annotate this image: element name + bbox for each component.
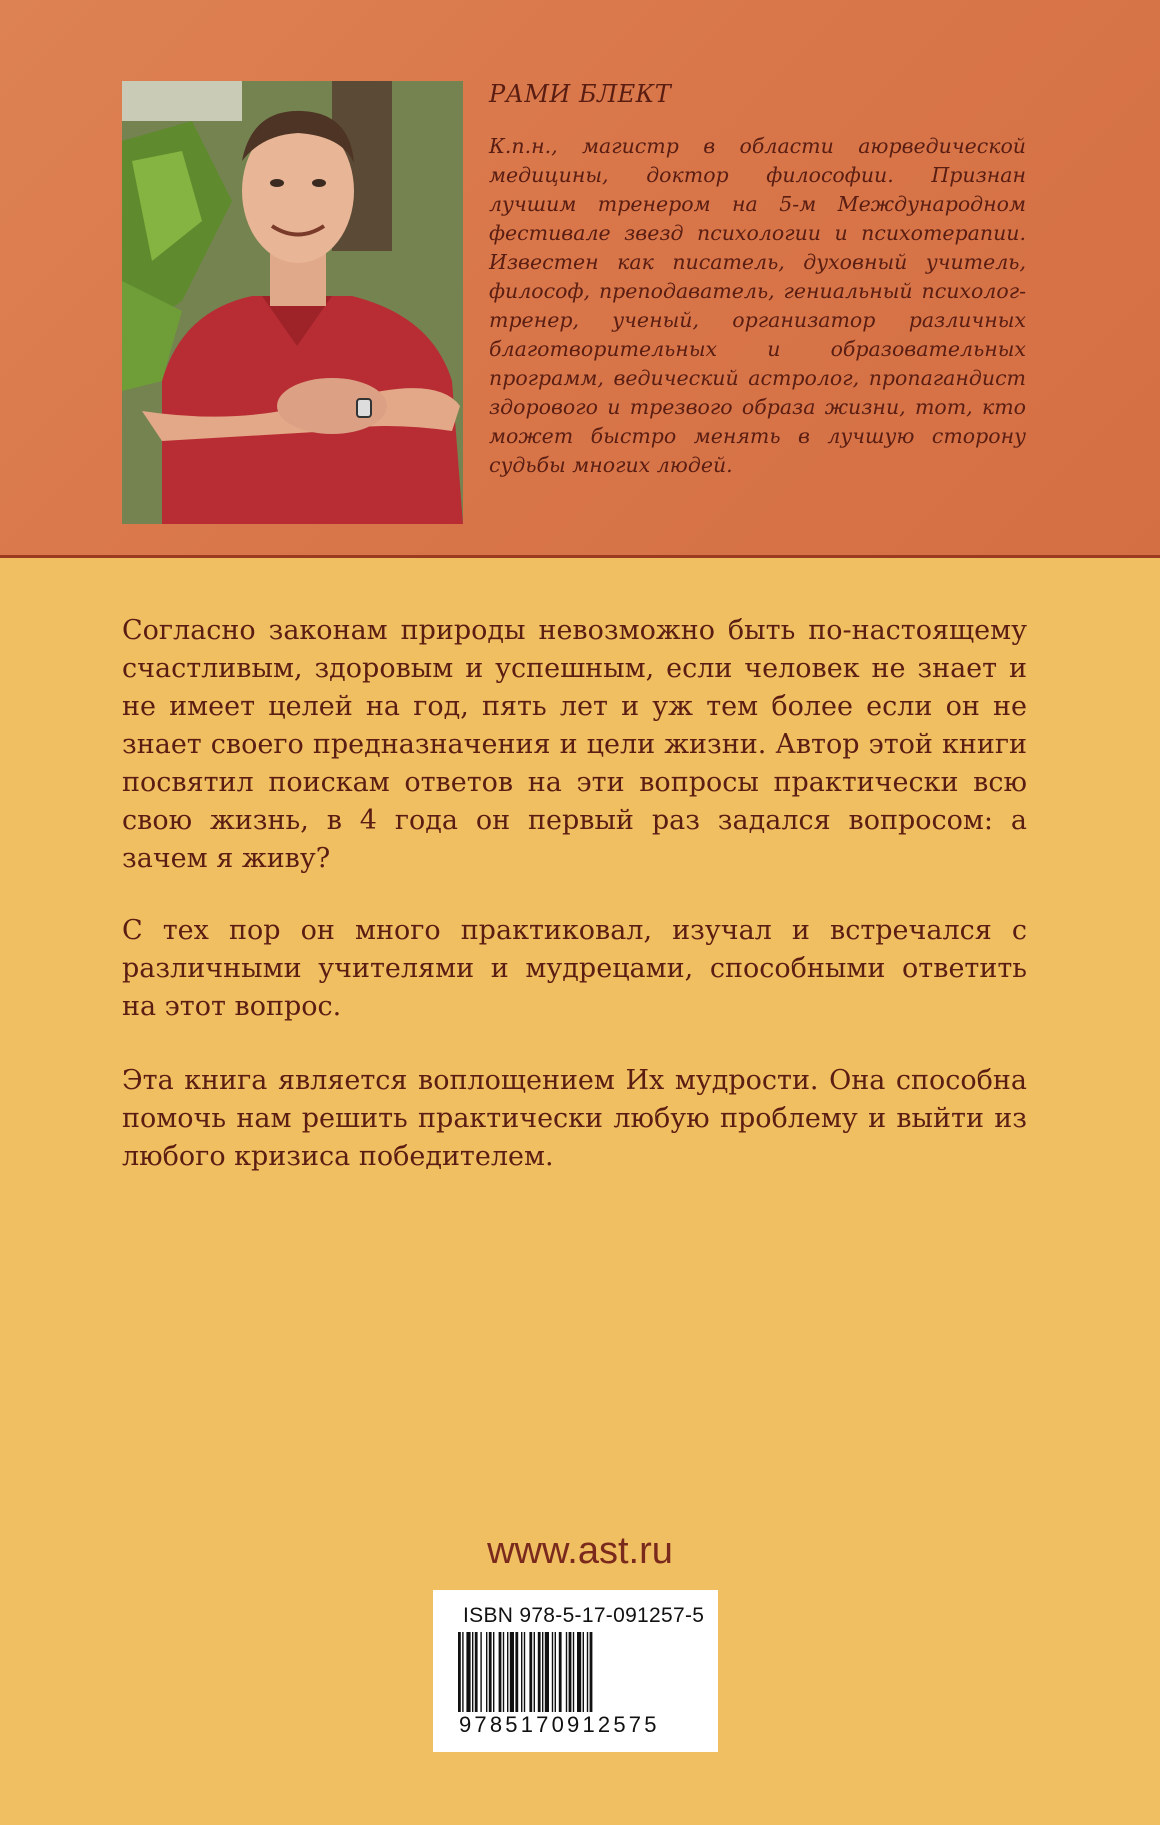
isbn-digits: 9785170912575 <box>459 1712 660 1737</box>
description-paragraph-3: Эта книга является воплощением Их мудрости. Она способна помочь нам решить практически любую проблему и выйти из любого кризиса победителем. <box>122 1065 1027 1172</box>
author-photo <box>122 81 463 524</box>
divider <box>0 555 1160 558</box>
author-name: РАМИ БЛЕКТ <box>489 80 672 108</box>
isbn-label: ISBN 978-5-17-091257-5 <box>463 1604 705 1627</box>
description-paragraph-2: С тех пор он много практиковал, изучал и встречался с различными учителями и мудрецами, способными ответить на этот вопрос. <box>122 915 1027 1022</box>
barcode-bars <box>458 1632 694 1712</box>
author-bio: К.п.н., магистр в области аюрведической медицины, доктор философии. Признан лучшим тренером на 5-м Международном фестивале звезд психологии и психотерапии. Известен как писатель, духовный учитель, философ, преподаватель, гениальный психолог-тренер, ученый, организатор различных благотворительных и образовательных программ, ведический астролог, пропагандист здорового и трезвого образа жизни, тот, кто может быстро менять в лучшую сторону судьбы многих людей. <box>489 134 1026 477</box>
publisher-website: www.ast.ru <box>487 1530 673 1572</box>
isbn-barcode <box>433 1590 718 1752</box>
description-paragraph-1: Согласно законам природы невозможно быть по-настоящему счастливым, здоровым и успешным, если человек не знает и не имеет целей на год, пять лет и уж тем более если он не знает своего предназначения и цели жизни. Автор этой книги посвятил поискам ответов на эти вопросы практически всю свою жизнь, в 4 года он первый раз задался вопросом: а зачем я живу? <box>122 615 1027 874</box>
